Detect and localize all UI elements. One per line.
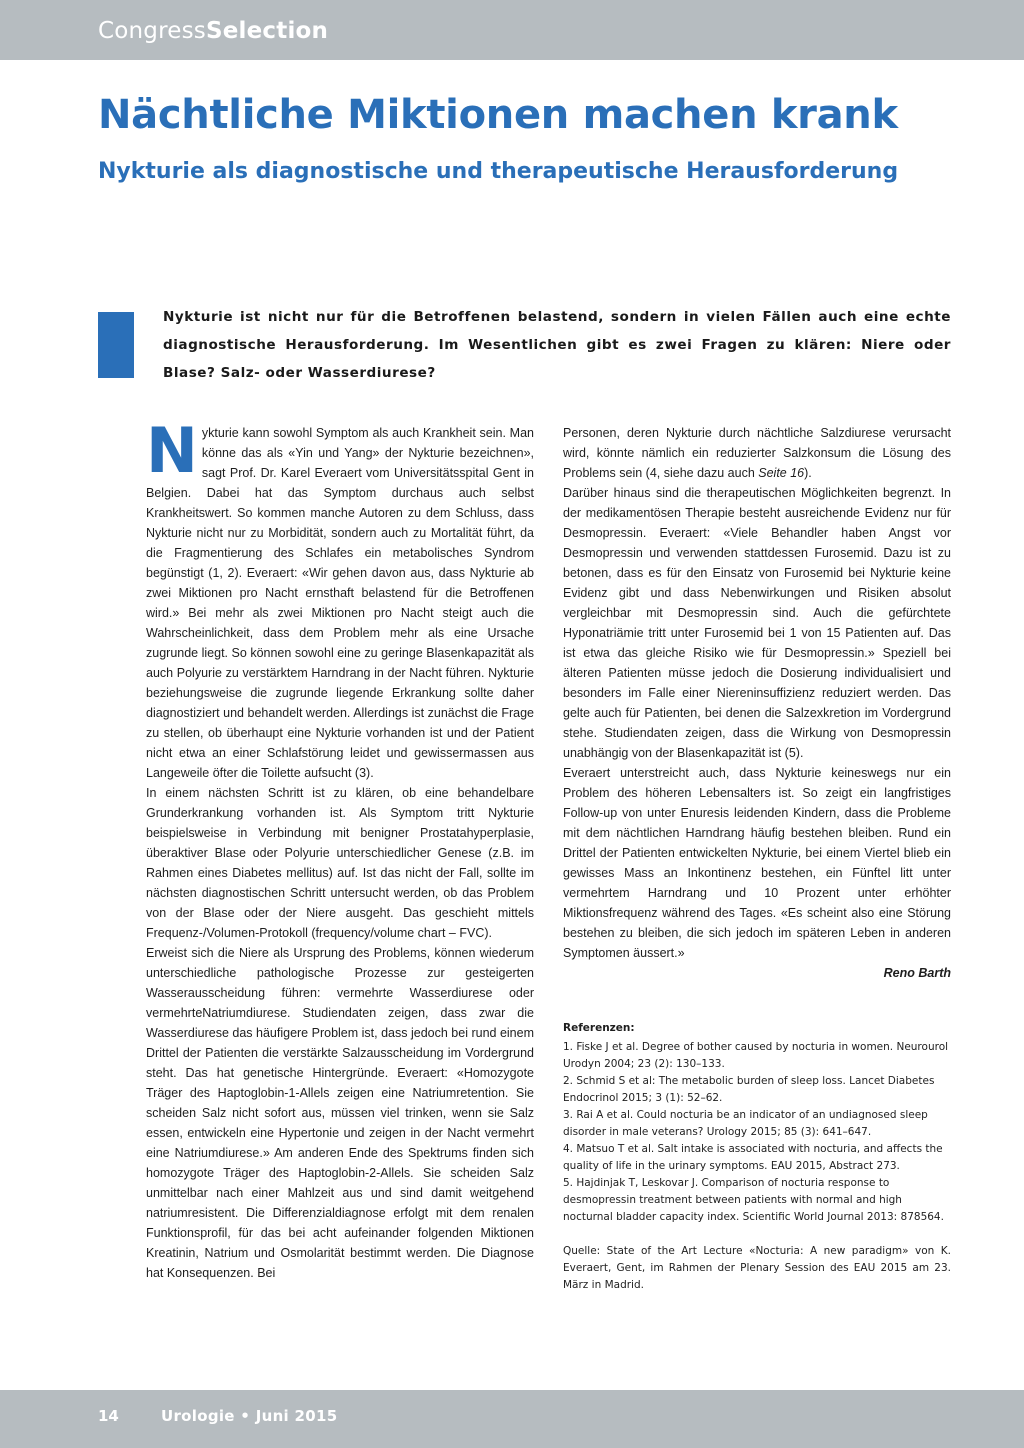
congress-selection-logo (98, 18, 328, 44)
references-heading: Referenzen: (563, 1022, 635, 1034)
brand-light: Congress (98, 18, 206, 44)
paragraph-5: Darüber hinaus sind die therapeutischen Möglichkeiten begrenzt. In der medikamentösen Therapie besteht ausreichende Evidenz nur für Desmopressin. Everaert: «Viele Behandler haben Angst vor Desmopressin und verwenden stattdessen Furosemid. Dazu ist zu betonen, dass es für den Einsatz von Furosemid bei Nykturie keine Evidenz gibt und dass Nebenwirkungen und Risiken absolut vergleichbar mit Desmopressin sind. Auch die gefürchtete Hyponatriämie tritt unter Furosemid bei 1 von 15 Patienten auf. Das ist etwa das gleiche Risiko wie für Desmopressin.» Speziell bei älteren Patienten müsse jedoch die Dosierung individualisiert und besonders im Falle einer Niereninsuffizienz reduziert werden. Das gelte auch für Patienten, bei denen die Salzexkretion im Vordergrund stehe. Studiendaten zeigen, dass die Wirkung von Desmopressin unabhängig von der Blasenkapazität ist (5). (563, 486, 951, 760)
reference-item: 1. Fiske J et al. Degree of bother caused by nocturia in women. Neurourol Urodyn 2004; 23 (2): 130–133. (563, 1041, 949, 1070)
page-reference-link: Seite 16 (758, 466, 805, 480)
page-number: 14 (98, 1407, 119, 1425)
reference-item: 3. Rai A et al. Could nocturia be an indicator of an undiagnosed sleep disorder in male veterans? Urology 2015; 85 (3): 641–647. (563, 1109, 928, 1138)
reference-item: 4. Matsuo T et al. Salt intake is associated with nocturia, and affects the quality of life in the urinary symptoms. EAU 2015, Abstract 273. (563, 1143, 943, 1172)
column-left (146, 414, 534, 1283)
footer-bar (0, 1390, 1024, 1448)
article-title: Nächtliche Miktionen machen krank (98, 92, 898, 138)
paragraph-1-text: ykturie kann sowohl Symptom als auch Krankheit sein. Man könne das als «Yin und Yang» der Nykturie bezeichnen», sagt Prof. Dr. Karel Everaert vom Universitätsspital Gent in Belgien. Dabei hat das Symptom durchaus auch selbst Krankheitswert. So kommen manche Autoren zu dem Schluss, dass Nykturie nicht nur zu Morbidität, sondern auch zu Mortalität führt, da die Fragmentierung des Schlafes ein metabolisches Syndrom begünstigt (1, 2). Everaert: «Wir gehen davon aus, dass Nykturie ab zwei Miktionen pro Nacht ernsthaft belastend für die Betroffenen wird.» Bei mehr als zwei Miktionen pro Nacht steigt auch die Wahrscheinlichkeit, dass dem Problem mehr als eine Ursache zugrunde liegt. So können sowohl eine zu geringe Blasenkapazität als auch Polyurie zu verstärktem Harndrang in der Nacht führen. Nykturie beziehungsweise die zugrunde liegende Erkrankung sollte daher diagnostiziert und behandelt werden. Allerdings ist zunächst die Frage zu stellen, ob überhaupt eine Nykturie vorhanden ist und der Patient nicht etwa an einer Schlafstörung leidet und gewissermassen aus Langeweile öfter die Toilette aufsucht (3). (146, 426, 534, 780)
article-lead: Nykturie ist nicht nur für die Betroffenen belastend, sondern in vielen Fällen auch eine echte diagnostische Herausforderung. Im Wesentlichen gibt es zwei Fragen zu klären: Niere oder Blase? Salz- oder Wasserdiurese? (163, 309, 951, 381)
dropcap: N (146, 414, 198, 487)
paragraph-4-text: Personen, deren Nykturie durch nächtliche Salzdiurese verursacht wird, könnte nämlich ein reduzierter Salzkonsum die Lösung des Problems sein (4, siehe dazu auch (563, 426, 951, 480)
reference-item: 2. Schmid S et al: The metabolic burden of sleep loss. Lancet Diabetes Endocrinol 2015; 3 (1): 52–62. (563, 1075, 935, 1104)
paragraph-6: Everaert unterstreicht auch, dass Nykturie keineswegs nur ein Problem des höheren Lebensalters ist. So zeigt ein langfristiges Follow-up von unter Enuresis leidenden Kindern, dass die Probleme mit dem nächtlichen Harndrang häufig bestehen bleiben. Rund ein Drittel der Patienten entwickelten Nykturie, bei einem Viertel blieb ein gewisses Mass an Inkontinenz bestehen, ein Fünftel litt unter vermehrtem Harndrang und 10 Prozent unter erhöhter Miktionsfrequenz während des Tages. «Es scheint also eine Störung bestehen zu bleiben, die sich jedoch im späteren Leben in anderen Symptomen äussert.» (563, 766, 951, 960)
paragraph-4 (563, 423, 951, 483)
journal-issue: Urologie • Juni 2015 (161, 1407, 338, 1425)
reference-item: 5. Hajdinjak T, Leskovar J. Comparison of nocturia response to desmopressin treatment between patients with normal and high nocturnal bladder capacity index. Scientific World Journal 2013: 878564. (563, 1177, 944, 1223)
paragraph-2: In einem nächsten Schritt ist zu klären, ob eine behandelbare Grunderkrankung vorhanden ist. Als Symptom tritt Nykturie beispielsweise in Verbindung mit benigner Prostatahyperplasie, überaktiver Blase oder Polyurie unterschiedlicher Genese (z.B. im Rahmen eines Diabetes mellitus) auf. Ist das nicht der Fall, sollte im nächsten diagnostischen Schritt untersucht werden, ob das Problem von der Blase oder der Niere ausgeht. Das geschieht mittels Frequenz-/Volumen-Protokoll (frequency/volume chart – FVC). (146, 786, 534, 940)
source-note: Quelle: State of the Art Lecture «Nocturia: A new paradigm» von K. Everaert, Gent, im Rahmen der Plenary Session des EAU 2015 am 23. März in Madrid. (563, 1245, 951, 1291)
article-subtitle: Nykturie als diagnostische und therapeutische Herausforderung (98, 159, 899, 184)
lead-accent-block (98, 312, 134, 378)
paragraph-1 (146, 414, 534, 783)
references (563, 1020, 951, 1294)
brand-bold: Selection (205, 18, 329, 44)
paragraph-3: Erweist sich die Niere als Ursprung des Problems, können wiederum unterschiedliche pathologische Prozesse zur gesteigerten Wasserausscheidung führen: vermehrte Wasserdiurese oder vermehrteNatriumdiurese. Studiendaten zeigen, dass zwar die Wasserdiurese das häufigere Problem ist, dass jedoch bei rund einem Drittel der Patienten die verstärkte Salzausscheidung im Vordergrund steht. Das hat genetische Hintergründe. Everaert: «Homozygote Träger des Haptoglobin-1-Allels zeigen eine Natriumretention. Sie scheiden Salz nicht sofort aus, müssen viel trinken, wenn sie Salz essen, entwickeln eine Hypertonie und zeigen in der Nacht vermehrt eine Natriumdiurese.» Am anderen Ende des Spektrums finden sich homozygote Träger des Haptoglobin-2-Allels. Sie scheiden Salz unmittelbar nach einer Mahlzeit aus und sind damit weitgehend natriumresistent. Die Differenzialdiagnose erfolgt mit dem renalen Funktionsprofil, für das bei acht aufeinander folgenden Miktionen Kreatinin, Natrium und Osmolarität bestimmt werden. Die Diagnose hat Konsequenzen. Bei (146, 946, 534, 1280)
author-name: Reno Barth (883, 966, 951, 980)
paragraph-4-end: ). (804, 466, 812, 480)
column-right (563, 423, 951, 983)
